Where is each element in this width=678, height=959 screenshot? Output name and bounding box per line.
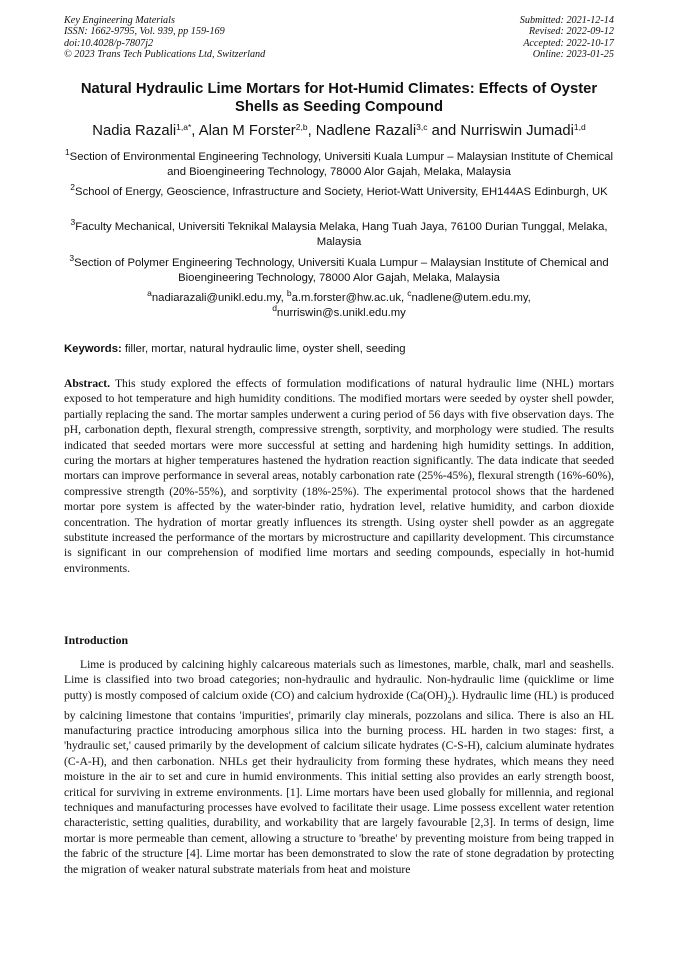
affiliation-text: School of Energy, Geoscience, Infrastructure and Society, Heriot-Watt University, EH144AS Edinburgh, UK: [75, 186, 608, 198]
author-name: , Nadlene Razali: [307, 123, 417, 139]
affiliation-1: [64, 147, 614, 180]
author-list: [64, 122, 614, 140]
affiliation-marker: 1: [64, 147, 70, 157]
email[interactable]: a.m.forster@hw.ac.uk,: [291, 292, 408, 304]
affiliation-marker: 2: [70, 182, 76, 192]
introduction-paragraph: [64, 657, 614, 877]
author-emails: [64, 288, 614, 321]
author-name: , Alan M Forster: [191, 123, 296, 139]
date-online: Online: 2023-01-25: [532, 48, 614, 60]
author-affil: 2,b: [295, 122, 308, 132]
date-revised: Revised: 2022-09-12: [528, 26, 614, 38]
journal-name: Key Engineering Materials: [64, 15, 175, 26]
author-affil: 1,d: [573, 122, 586, 132]
affiliation-text: Faculty Mechanical, Universiti Teknikal Malaysia Melaka, Hang Tuah Jaya, 76100 Durian Tunggal, Melaka, Malaysia: [75, 221, 608, 248]
abstract: [64, 376, 614, 576]
keywords: [64, 342, 614, 356]
affiliation-text: Section of Environmental Engineering Technology, Universiti Kuala Lumpur – Malaysian Institute of Chemical and Bioengineering Technology, 78000 Alor Gajah, Melaka, Malaysia: [69, 151, 614, 178]
affiliation-marker: 3: [69, 253, 75, 263]
journal-doi: doi:10.4028/p-7807j2: [64, 37, 154, 49]
journal-copyright: © 2023 Trans Tech Publications Ltd, Switzerland: [64, 48, 266, 60]
email-marker: d: [272, 302, 277, 313]
affiliation-4: [64, 253, 614, 286]
keywords-text: filler, mortar, natural hydraulic lime, oyster shell, seeding: [121, 343, 406, 355]
intro-text: ). Hydraulic lime (HL) is produced by calcining limestone that contains 'impurities', primarily clay minerals, pozzolans and silica. There is also an HL manufacturing practice introducing amorphous silica into the burning process. HL harden in two stages: first, a 'hydraulic set,' caused primarily by the development of calcium silicate hydrates (C-S-H), calcium aluminate hydrates (C-A-H), and then carbonation. NHLs get their hydraulicity from forming these hydrates, which means they need moisture in the air to set and cure in humid environments. This initial setting also provides an early strength boost, critical for surviving in extreme environments. [1]. Lime mortars have been used globally for millennia, and regional techniques and manufacturing processes have evolved to facilitate their usage. Lime possess excellent water retention characteristic, setting qualities, durability, and workability that are largely favourable [2,3]. In terms of design, lime mortar is more permeable than cement, allowing a structure to 'breathe' by preventing moisture from being trapped in the fabric of the structure [4]. Lime mortar has been demonstrated to slow the rate of stone degradation by protecting the migration of weaker natural substrate materials from heat and moisture: [64, 688, 614, 876]
affiliation-marker: 3: [70, 217, 76, 227]
affiliation-3: [64, 217, 614, 250]
email[interactable]: nadlene@utem.edu.my,: [411, 292, 531, 304]
journal-issn: ISSN: 1662-9795, Vol. 939, pp 159-169: [64, 26, 225, 38]
date-accepted: Accepted: 2022-10-17: [523, 37, 614, 49]
journal-info: [64, 15, 265, 60]
email-marker: b: [286, 288, 292, 298]
abstract-text: This study explored the effects of formulation modifications of natural hydraulic lime (NHL) mortars exposed to hot temperature and high humidity conditions. The modified mortars were seeded by oyster shell powder, partially replacing the sand. The mortar samples underwent a curing period of 56 days with five observation days. The pH, carbonation depth, flexural strength, compressive strength, sorptivity, and morphology were studied. The results indicated that seeded mortars were more successful at setting and hardening high humidity settings. In addition, curing the mortars at higher temperatures hastened the hydration reaction significantly. The data indicate that seeded mortars can improve performance in several areas, notably carbonation rate (25%-45%), flexural strength (16%-60%), compressive strength (20%-55%), and sorptivity (18%-25%). The experimental protocol shows that the hardened mortar pore system is affected by the water-binder ratio, hydration level, relative humidity, and carbon dioxide concentration. The hydration of mortar greatly influences its strength. Using oyster shell powder as an aggregate substitute increased the performance of the mortars by microstructure and capillarity development. This circumstance is significant in our comprehension of modified lime mortars and seeding compounds, especially in hot-humid environments.: [64, 377, 614, 575]
author-name: and Nurriswin Jumadi: [427, 123, 574, 139]
affiliation-2: [64, 182, 614, 200]
author-name: Nadia Razali: [92, 123, 177, 139]
email-marker: c: [407, 288, 412, 298]
intro-text: Lime is produced by calcining highly calcareous materials such as limestones, marble, chalk, marl and seashells. Lime is classified into two broad categories; non-hydraulic and hydraulic. Non-hydraulic lime (quicklime or lime putty) is mostly composed of calcium oxide (CO) and calcium hydroxide (Ca(OH): [64, 658, 614, 702]
date-submitted: Submitted: 2021-12-14: [519, 15, 614, 26]
publication-dates: [520, 15, 614, 60]
author-affil: 1,a*: [176, 122, 192, 132]
email[interactable]: nurriswin@s.unikl.edu.my: [276, 306, 406, 319]
intro-subscript: 2: [447, 695, 452, 705]
keywords-label: Keywords:: [64, 343, 122, 355]
abstract-label: Abstract.: [64, 377, 111, 390]
email[interactable]: nadiarazali@unikl.edu.my,: [151, 292, 287, 304]
author-affil: 3,c: [416, 122, 428, 132]
affiliation-text: Section of Polymer Engineering Technology, Universiti Kuala Lumpur – Malaysian Institute of Chemical and Bioengineering Technology, 78000 Alor Gajah, Melaka, Malaysia: [74, 257, 609, 284]
section-heading-introduction: Introduction: [64, 633, 129, 647]
paper-title: Natural Hydraulic Lime Mortars for Hot-Humid Climates: Effects of Oyster Shells as Seeding Compound: [80, 81, 598, 115]
email-marker: a: [147, 288, 152, 298]
